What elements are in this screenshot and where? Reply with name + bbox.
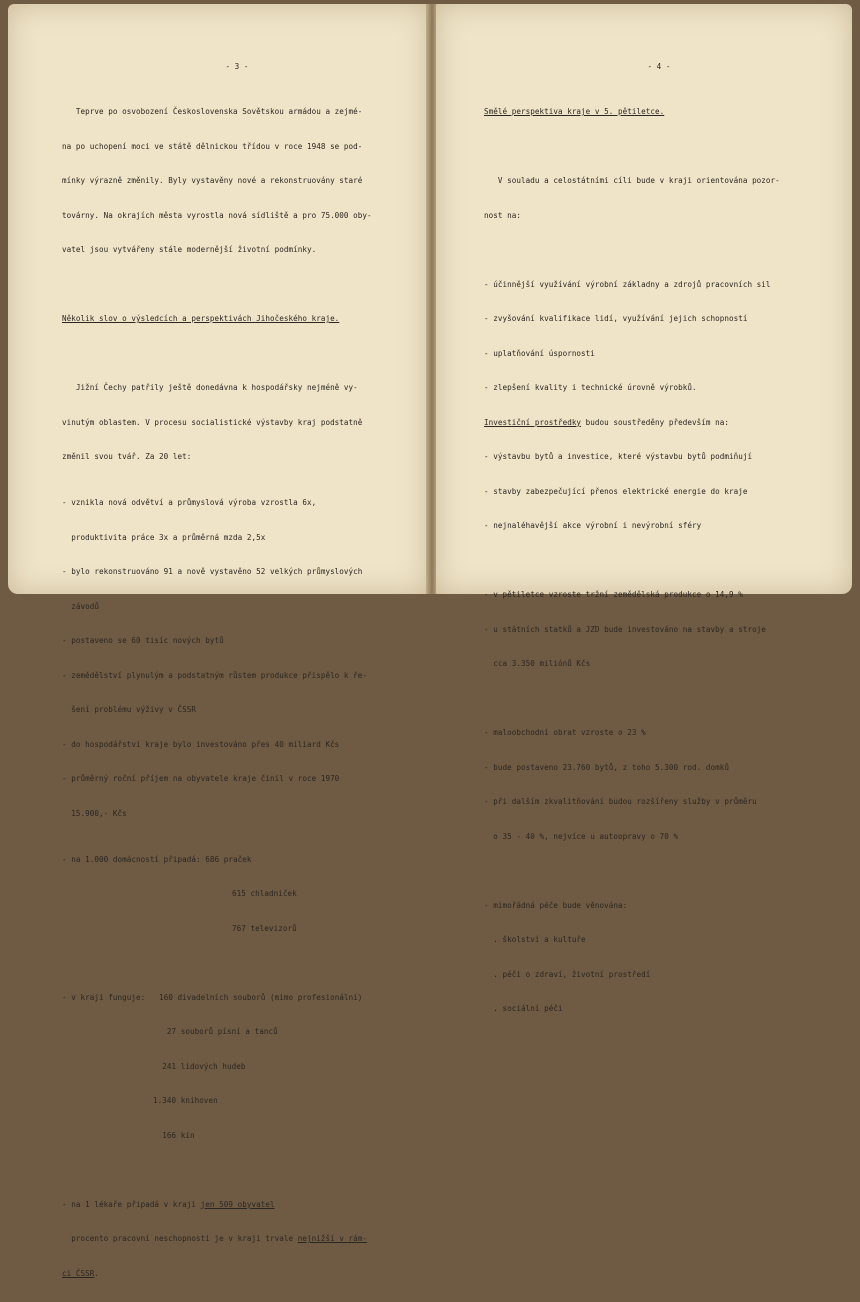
care-label: - mimořádná péče bude věnována: [484,900,628,910]
care-item: . školství a kultuře [484,935,586,944]
doctor-line [62,1199,412,1211]
bullet-line: - u státních statků a JZD bude investováno na stavby a stroje [484,624,766,634]
bullet-line: - uplatňování úspornosti [484,348,595,358]
paragraph-line: V souladu a celostátními cíli bude v kraji orientována pozor- [484,176,780,185]
section-heading: Smělé perspektiva kraje v 5. pětiletce. [484,107,665,116]
bullet-line: - zemědělství plynulým a podstatným růstem produkce přispělo k ře- [62,670,368,680]
households-label: - na 1.000 domácností připadá: [62,854,201,864]
paragraph-line: Jižní Čechy patřily ještě donedávna k hospodářsky nejméně vy- [62,383,358,392]
bullet-line: - výstavbu bytů a investice, které výstavbu bytů podmiňují [484,452,753,461]
bullet-line: - průměrný roční příjem na obyvatele kraje činil v roce 1970 [62,774,340,783]
doctor-text: - na 1 lékaře připadá v kraji [62,1199,201,1209]
right-page [436,4,852,1013]
bullet-line: 15.900,- Kčs [62,808,127,818]
functions-item: 1.340 knihoven [153,1096,218,1105]
page-number: - 3 - [225,62,249,71]
doctor-underlined: jen 509 obyvatel [200,1199,275,1209]
bullet-line: - do hospodářství kraje bylo investováno přes 40 miliard Kčs [62,739,340,749]
invest-underlined: Investiční prostředky [484,417,582,427]
section-heading: Několik slov o výsledcích a perspektivách Jihočeského kraje. [62,314,340,323]
left-page [8,4,428,1278]
bullet-line: - bylo rekonstruováno 91 a nově vystavěno 52 velkých průmyslových [62,567,363,576]
invest-heading [484,417,834,429]
functions-item: 27 souborů písní a tanců [153,1027,278,1036]
invest-text: budou soustředěny především na: [581,417,729,427]
right-page-text [484,38,834,1038]
bullet-line: - účinnější využívání výrobní základny a zdrojů pracovních sil [484,279,771,289]
functions-item: 241 lidových hudeb [153,1061,246,1071]
paragraph-line: změnil svou tvář. Za 20 let: [62,452,192,461]
paragraph-line: vinutým oblastem. V procesu socialistické výstavby kraj podstatně [62,417,363,427]
households-item: 686 praček [205,854,252,864]
doctor-underlined: nejnižší v rám- [297,1234,368,1243]
bullet-line: - vznikla nová odvětví a průmyslová výroba vzrostla 6x, [62,498,317,507]
paragraph-line: na po uchopení moci ve státě dělnickou třídou v roce 1948 se pod- [62,141,363,151]
bullet-line: - maloobchodní obrat vzroste o 23 % [484,728,646,737]
care-item: . sociální péči [484,1004,563,1013]
bullet-line: - v pětiletce vzroste tržní zemědělská produkce o 14,9 % [484,590,743,599]
paragraph-line: mínky výrazně změnily. Byly vystavěny nové a rekonstruovány staré [62,176,363,185]
bullet-line: o 35 - 40 %, nejvíce u autoopravy o 70 % [484,831,679,841]
bullet-line: - postaveno se 60 tisíc nových bytů [62,636,224,645]
doctor-line [62,1268,412,1280]
bullet-line: - při dalším zkvalitňování budou rozšířeny služby v průměru [484,797,757,806]
bullet-line: závodů [62,601,99,611]
functions-line [62,992,412,1004]
functions-item: 160 divadelních souborů (mimo profesionální) [149,992,363,1002]
bullet-line: produktivita práce 3x a průměrná mzda 2,5x [62,532,266,542]
bullet-line: - nejnaléhavější akce výrobní i nevýrobní sféry [484,521,702,530]
doctor-text: . [94,1268,99,1278]
page-number: - 4 - [647,62,671,71]
doctor-line [62,1233,412,1245]
bullet-line: šení problému výživy v ČSSR [62,705,197,714]
paragraph-line: nost na: [484,210,521,220]
functions-label: - v kraji funguje: [62,992,146,1002]
doctor-text: procento pracovní neschopnosti je v kraji trvale [62,1234,298,1243]
households-item: 615 chladniček [232,889,297,898]
bullet-line: - zlepšení kvality i technické úrovně výrobků. [484,383,697,392]
households-item: 767 televizorů [232,923,297,933]
care-item: . péči o zdraví, životní prostředí [484,969,651,979]
bullet-line: - zvyšování kvalifikace lidí, využívání jejich schopností [484,314,748,323]
households-line [62,854,412,866]
doctor-underlined: ci ČSSR [62,1268,95,1278]
paragraph-line: Teprve po osvobození Československa Sovětskou armádou a zejmé- [62,107,363,116]
bullet-line: cca 3.350 miliónů Kčs [484,659,591,668]
left-page-text [62,38,412,1302]
functions-item: 166 kin [153,1130,195,1140]
bullet-line: - stavby zabezpečující přenos elektrické energie do kraje [484,486,748,496]
paragraph-line: továrny. Na okrajích města vyrostla nová sídliště a pro 75.000 oby- [62,210,372,220]
paragraph-line: vatel jsou vytvářeny stále modernější životní podmínky. [62,245,317,254]
bullet-line: - bude postaveno 23.760 bytů, z toho 5.300 rod. domků [484,762,729,772]
